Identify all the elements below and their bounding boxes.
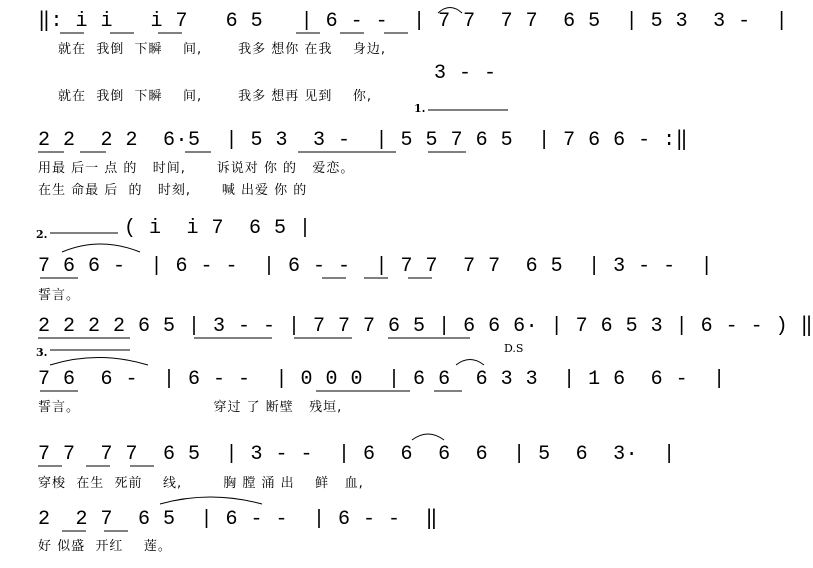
system3-intro-notes: ( i i 7 6 5 | xyxy=(124,217,312,240)
system6-lyric: 好 似盛 开红 莲。 xyxy=(38,539,172,554)
system6-notes: 2 2 7 6 5 | 6 - - | 6 - - ‖ xyxy=(38,508,439,531)
system2-lyric-verse2: 在生 命最 后 的 时刻, 喊 出爱 你 的 xyxy=(38,183,308,198)
system1-lyric-verse2: 就在 我倒 下瞬 间, 我多 想再 见到 你, xyxy=(58,89,373,104)
volta-3-mark: 3. xyxy=(36,346,48,359)
system2-lyric-verse1: 用最 后一 点 的 时间, 诉说对 你 的 爱恋。 xyxy=(38,161,355,176)
tie-system3 xyxy=(62,244,140,252)
system4-interlude-notes: 2 2 2 2 6 5 | 3 - - | 7 7 7 6 5 | 6 6 6· | 7 6 5 3 | 6 - - ) ‖ xyxy=(38,315,813,338)
tie-system4-b xyxy=(456,360,484,366)
system5-notes: 7 7 7 7 6 5 | 3 - - | 6 6 6 6 | 5 6 3· | xyxy=(38,443,676,466)
volta-1-mark: 1. xyxy=(414,102,426,115)
system1-notes: ‖: i i i 7 6 5 | 6 - - | 7 7 7 7 6 5 | 5 3 3 - | xyxy=(38,10,789,33)
tie-system6 xyxy=(160,497,262,504)
volta-2-mark: 2. xyxy=(36,228,48,241)
system4-notes: 7 6 6 - | 6 - - | 0 0 0 | 6 6 6 3 3 | 1 6 6 - | xyxy=(38,368,726,391)
tie-system4-a xyxy=(50,358,148,366)
tie-system5 xyxy=(412,434,444,440)
ds-mark: D.S xyxy=(504,342,524,355)
system1-alt-notes: 3 - - xyxy=(434,62,497,85)
system2-notes: 2 2 2 2 6·5 | 5 3 3 - | 5 5 7 6 5 | 7 6 6 - :‖ xyxy=(38,129,689,152)
system3-notes: 7 6 6 - | 6 - - | 6 - - | 7 7 7 7 6 5 | 3 - - | xyxy=(38,255,714,278)
system3-lyric: 誓言。 xyxy=(38,288,81,303)
system5-lyric: 穿梭 在生 死前 线, 胸 膛 涌 出 鲜 血, xyxy=(38,476,364,491)
system4-lyric: 誓言。 穿过 了 断壁 残垣, xyxy=(38,400,343,415)
tie-system1 xyxy=(438,8,462,14)
system1-lyric-verse1: 就在 我倒 下瞬 间, 我多 想你 在我 身边, xyxy=(58,42,387,57)
beam-underlines xyxy=(38,33,470,531)
